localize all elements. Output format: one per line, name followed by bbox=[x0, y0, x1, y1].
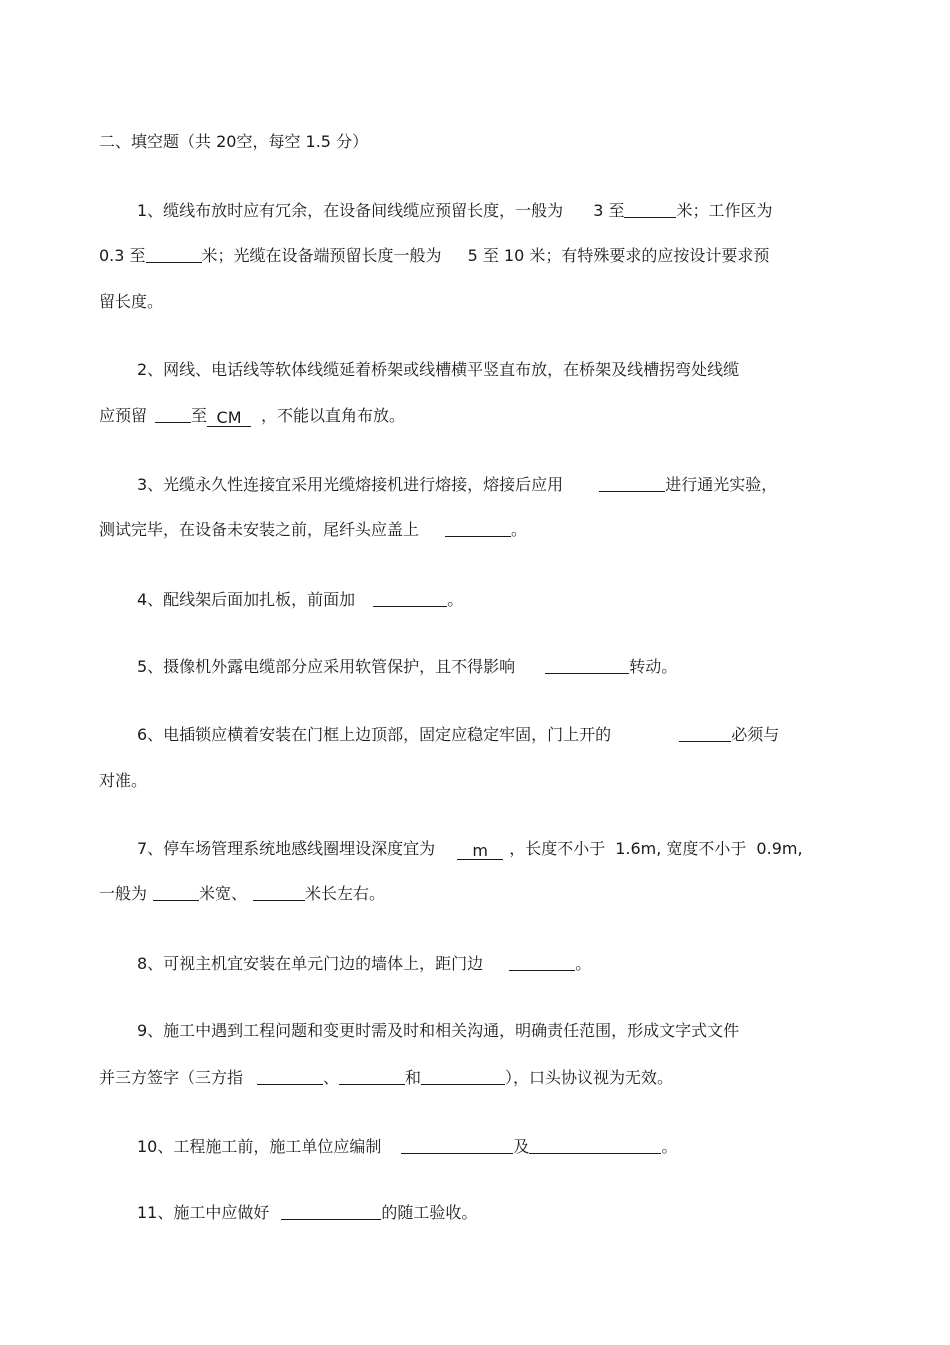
q7-text-c: 1.6m, 宽度不小于 bbox=[615, 839, 747, 858]
q4-text-a: 4、配线架后面加扎板，前面加 bbox=[137, 590, 356, 609]
q1-text-e: 米；光缆在设备端预留长度一般为 bbox=[201, 246, 442, 265]
q5-text-b: 转动。 bbox=[629, 657, 678, 676]
section-title: 二、填空题（共 20空，每空 1.5 分） bbox=[99, 132, 369, 151]
q5-text-a: 5、摄像机外露电缆部分应采用软管保护，且不得影响 bbox=[137, 657, 516, 676]
question-3-line-2 bbox=[99, 520, 527, 540]
q6-text-b: 必须与 bbox=[731, 725, 780, 744]
question-9-line-2 bbox=[99, 1068, 673, 1088]
q3-blank-1[interactable] bbox=[599, 475, 665, 492]
q7-blank-1[interactable] bbox=[457, 843, 503, 860]
q7-text-d: 0.9m, bbox=[756, 839, 803, 858]
question-7-line-2 bbox=[99, 884, 385, 904]
q2-blank-2[interactable] bbox=[207, 410, 251, 427]
q5-blank[interactable] bbox=[545, 657, 629, 674]
q1-text-f: 5 至 10 米；有特殊要求的应按设计要求预 bbox=[467, 246, 770, 265]
q1-text-c: 米；工作区为 bbox=[676, 201, 773, 220]
q9-blank-1[interactable] bbox=[257, 1068, 323, 1085]
question-2-line-1: 2、网线、电话线等软体线缆延着桥架或线槽横平竖直布放，在桥架及线槽拐弯处线缆 bbox=[137, 360, 740, 379]
q4-text-b: 。 bbox=[447, 590, 464, 609]
q2-blank-1[interactable] bbox=[155, 406, 191, 423]
question-5 bbox=[137, 657, 677, 677]
q7-text-g: 米长左右。 bbox=[305, 884, 386, 903]
question-8 bbox=[137, 954, 591, 974]
question-10 bbox=[137, 1137, 677, 1157]
q11-blank[interactable] bbox=[281, 1203, 381, 1220]
q3-blank-2[interactable] bbox=[445, 520, 511, 537]
q3-text-b: 进行通光实验， bbox=[665, 475, 778, 494]
q11-text-a: 11、施工中应做好 bbox=[137, 1203, 270, 1222]
q2-text-a: 应预留 bbox=[99, 406, 148, 425]
q4-blank[interactable] bbox=[373, 590, 447, 607]
q2-text-b: 至 bbox=[191, 406, 208, 425]
q3-text-a: 3、光缆永久性连接宜采用光缆熔接机进行熔接，熔接后应用 bbox=[137, 475, 564, 494]
q1-text-d: 0.3 至 bbox=[99, 246, 146, 265]
q9-text-b: 、 bbox=[323, 1068, 340, 1087]
q10-blank-1[interactable] bbox=[401, 1137, 513, 1154]
question-3-line-1 bbox=[137, 475, 777, 495]
question-1-line-3: 留长度。 bbox=[99, 292, 164, 311]
question-6-line-2: 对准。 bbox=[99, 771, 148, 790]
question-1-line-2 bbox=[99, 246, 769, 266]
question-2-line-2 bbox=[99, 406, 405, 426]
q10-text-b: 及 bbox=[513, 1137, 530, 1156]
q9-blank-3[interactable] bbox=[421, 1068, 505, 1085]
question-1-line-1 bbox=[137, 201, 772, 221]
q10-text-c: 。 bbox=[661, 1137, 678, 1156]
q9-blank-2[interactable] bbox=[339, 1068, 405, 1085]
q9-text-a: 并三方签字（三方指 bbox=[99, 1068, 244, 1087]
question-9-line-1: 9、施工中遇到工程问题和变更时需及时和相关沟通，明确责任范围，形成文字式文件 bbox=[137, 1021, 740, 1040]
q7-text-f: 米宽、 bbox=[199, 884, 248, 903]
q11-text-b: 的随工验收。 bbox=[381, 1203, 478, 1222]
q7-blank-3[interactable] bbox=[253, 884, 305, 901]
q6-text-a: 6、电插锁应横着安装在门框上边顶部，固定应稳定牢固，门上开的 bbox=[137, 725, 612, 744]
q3-text-c: 测试完毕，在设备未安装之前，尾纤头应盖上 bbox=[99, 520, 420, 539]
q6-blank[interactable] bbox=[679, 725, 731, 742]
q1-text-b: 3 至 bbox=[593, 201, 625, 220]
q10-blank-2[interactable] bbox=[529, 1137, 661, 1154]
q9-text-c: 和 bbox=[405, 1068, 422, 1087]
q7-text-b: ，长度不小于 bbox=[509, 839, 606, 858]
q7-unit: m bbox=[472, 841, 488, 860]
q2-text-c: ，不能以直角布放。 bbox=[261, 406, 406, 425]
q3-text-d: 。 bbox=[511, 520, 528, 539]
question-6-line-1 bbox=[137, 725, 779, 745]
q7-blank-2[interactable] bbox=[153, 884, 199, 901]
q1-blank-2[interactable] bbox=[146, 246, 202, 263]
q2-unit: CM bbox=[216, 408, 242, 427]
q8-blank[interactable] bbox=[509, 954, 575, 971]
question-7-line-1 bbox=[137, 839, 803, 859]
q8-text-b: 。 bbox=[575, 954, 592, 973]
question-4 bbox=[137, 590, 463, 610]
question-11 bbox=[137, 1203, 477, 1223]
q1-blank-1[interactable] bbox=[624, 201, 676, 218]
q8-text-a: 8、可视主机宜安装在单元门边的墙体上，距门边 bbox=[137, 954, 484, 973]
q10-text-a: 10、工程施工前，施工单位应编制 bbox=[137, 1137, 382, 1156]
q1-text-a: 1、缆线布放时应有冗余，在设备间线缆应预留长度，一般为 bbox=[137, 201, 564, 220]
q9-text-d: ），口头协议视为无效。 bbox=[505, 1068, 674, 1087]
q7-text-a: 7、停车场管理系统地感线圈埋设深度宜为 bbox=[137, 839, 436, 858]
q7-text-e: 一般为 bbox=[99, 884, 148, 903]
